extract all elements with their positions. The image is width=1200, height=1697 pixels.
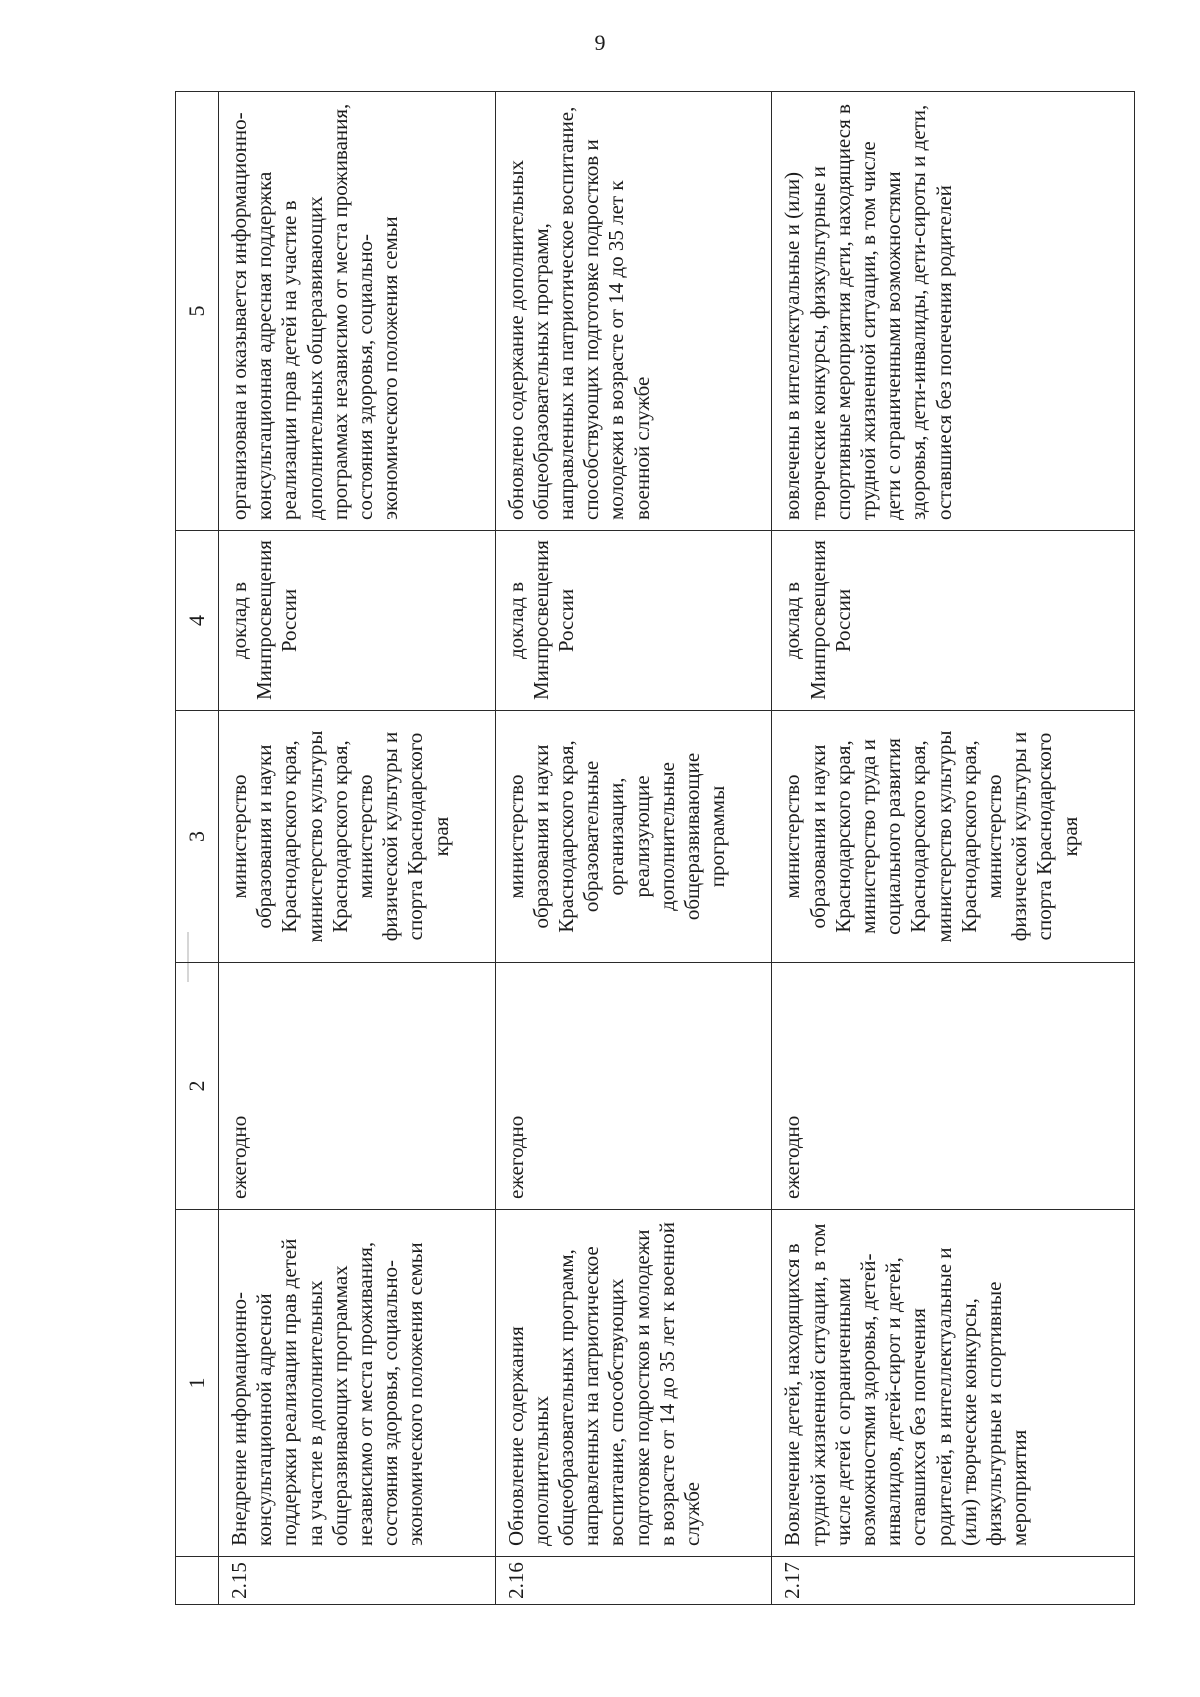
header-cell-4: 4: [176, 531, 219, 711]
table-row: [219, 92, 496, 1605]
executors-cell: министерство образования и науки Краснодарского края, министерство культуры Краснодарского края, министерство физической культуры и спорта Краснодарского края: [219, 711, 496, 963]
row-number: 2.15: [219, 1557, 496, 1605]
table-row: [495, 92, 772, 1605]
executors-cell: министерство образования и науки Краснодарского края, министерство труда и социального развития Краснодарского края, министерство культуры Краснодарского края, министерство физической культуры и спорта Краснодарского края: [772, 711, 1135, 963]
page-number: 9: [594, 30, 606, 55]
result-cell: вовлечены в интеллектуальные и (или) творческие конкурсы, физкультурные и спортивные мероприятия дети, находящиеся в трудной жизненной ситуации, в том числе дети с ограниченными возможностями здоровья, дети-инвалиды, дети-сироты и дети, оставшиеся без попечения родителей: [772, 92, 1135, 531]
header-cell-1: 1: [176, 1210, 219, 1557]
header-cell-3: 3: [176, 711, 219, 963]
row-number: 2.17: [772, 1557, 1135, 1605]
action-cell: Обновление содержания дополнительных общеобразовательных программ, направленных на патриотическое воспитание, способствующих подготовке подростков и молодежи в возрасте от 14 до 35 лет к военной службе: [495, 1210, 772, 1557]
activity-table: [175, 91, 1135, 1605]
report-cell: доклад в Минпросвещения России: [772, 531, 1135, 711]
result-cell: обновлено содержание дополнительных общеобразовательных программ, направленных на патриотическое воспитание, способствующих подготовке подростков и молодежи в возрасте от 14 до 35 лет к военной службе: [495, 92, 772, 531]
report-cell: доклад в Минпросвещения России: [495, 531, 772, 711]
header-cell-2: 2: [176, 963, 219, 1210]
table-row: [772, 92, 1135, 1605]
rotated-table-container: [175, 92, 1135, 1605]
executors-cell: министерство образования и науки Краснодарского края, образовательные организации, реализующие дополнительные общеразвивающие программы: [495, 711, 772, 963]
term-cell: ежегодно: [772, 963, 1135, 1210]
result-cell: организована и оказывается информационно-консультационная адресная поддержка реализации прав детей на участие в дополнительных общеразвивающих программах независимо от места проживания, состояния здоровья, социально-экономического положения семьи: [219, 92, 496, 531]
action-cell: Внедрение информационно-консультационной адресной поддержки реализации прав детей на участие в дополнительных общеразвивающих программах независимо от места проживания, состояния здоровья, социально-экономического положения семьи: [219, 1210, 496, 1557]
action-cell: Вовлечение детей, находящихся в трудной жизненной ситуации, в том числе детей с ограниченными возможностями здоровья, детей-инвалидов, детей-сирот и детей, оставшихся без попечения родителей, в интеллектуальные и (или) творческие конкурсы, физкультурные и спортивные мероприятия: [772, 1210, 1135, 1557]
term-cell: ежегодно: [219, 963, 496, 1210]
row-number: 2.16: [495, 1557, 772, 1605]
header-cell-num: [176, 1557, 219, 1605]
document-page: [175, 92, 1135, 1605]
header-row: [176, 92, 219, 1605]
term-cell: ежегодно: [495, 963, 772, 1210]
report-cell: доклад в Минпросвещения России: [219, 531, 496, 711]
header-cell-5: 5: [176, 92, 219, 531]
